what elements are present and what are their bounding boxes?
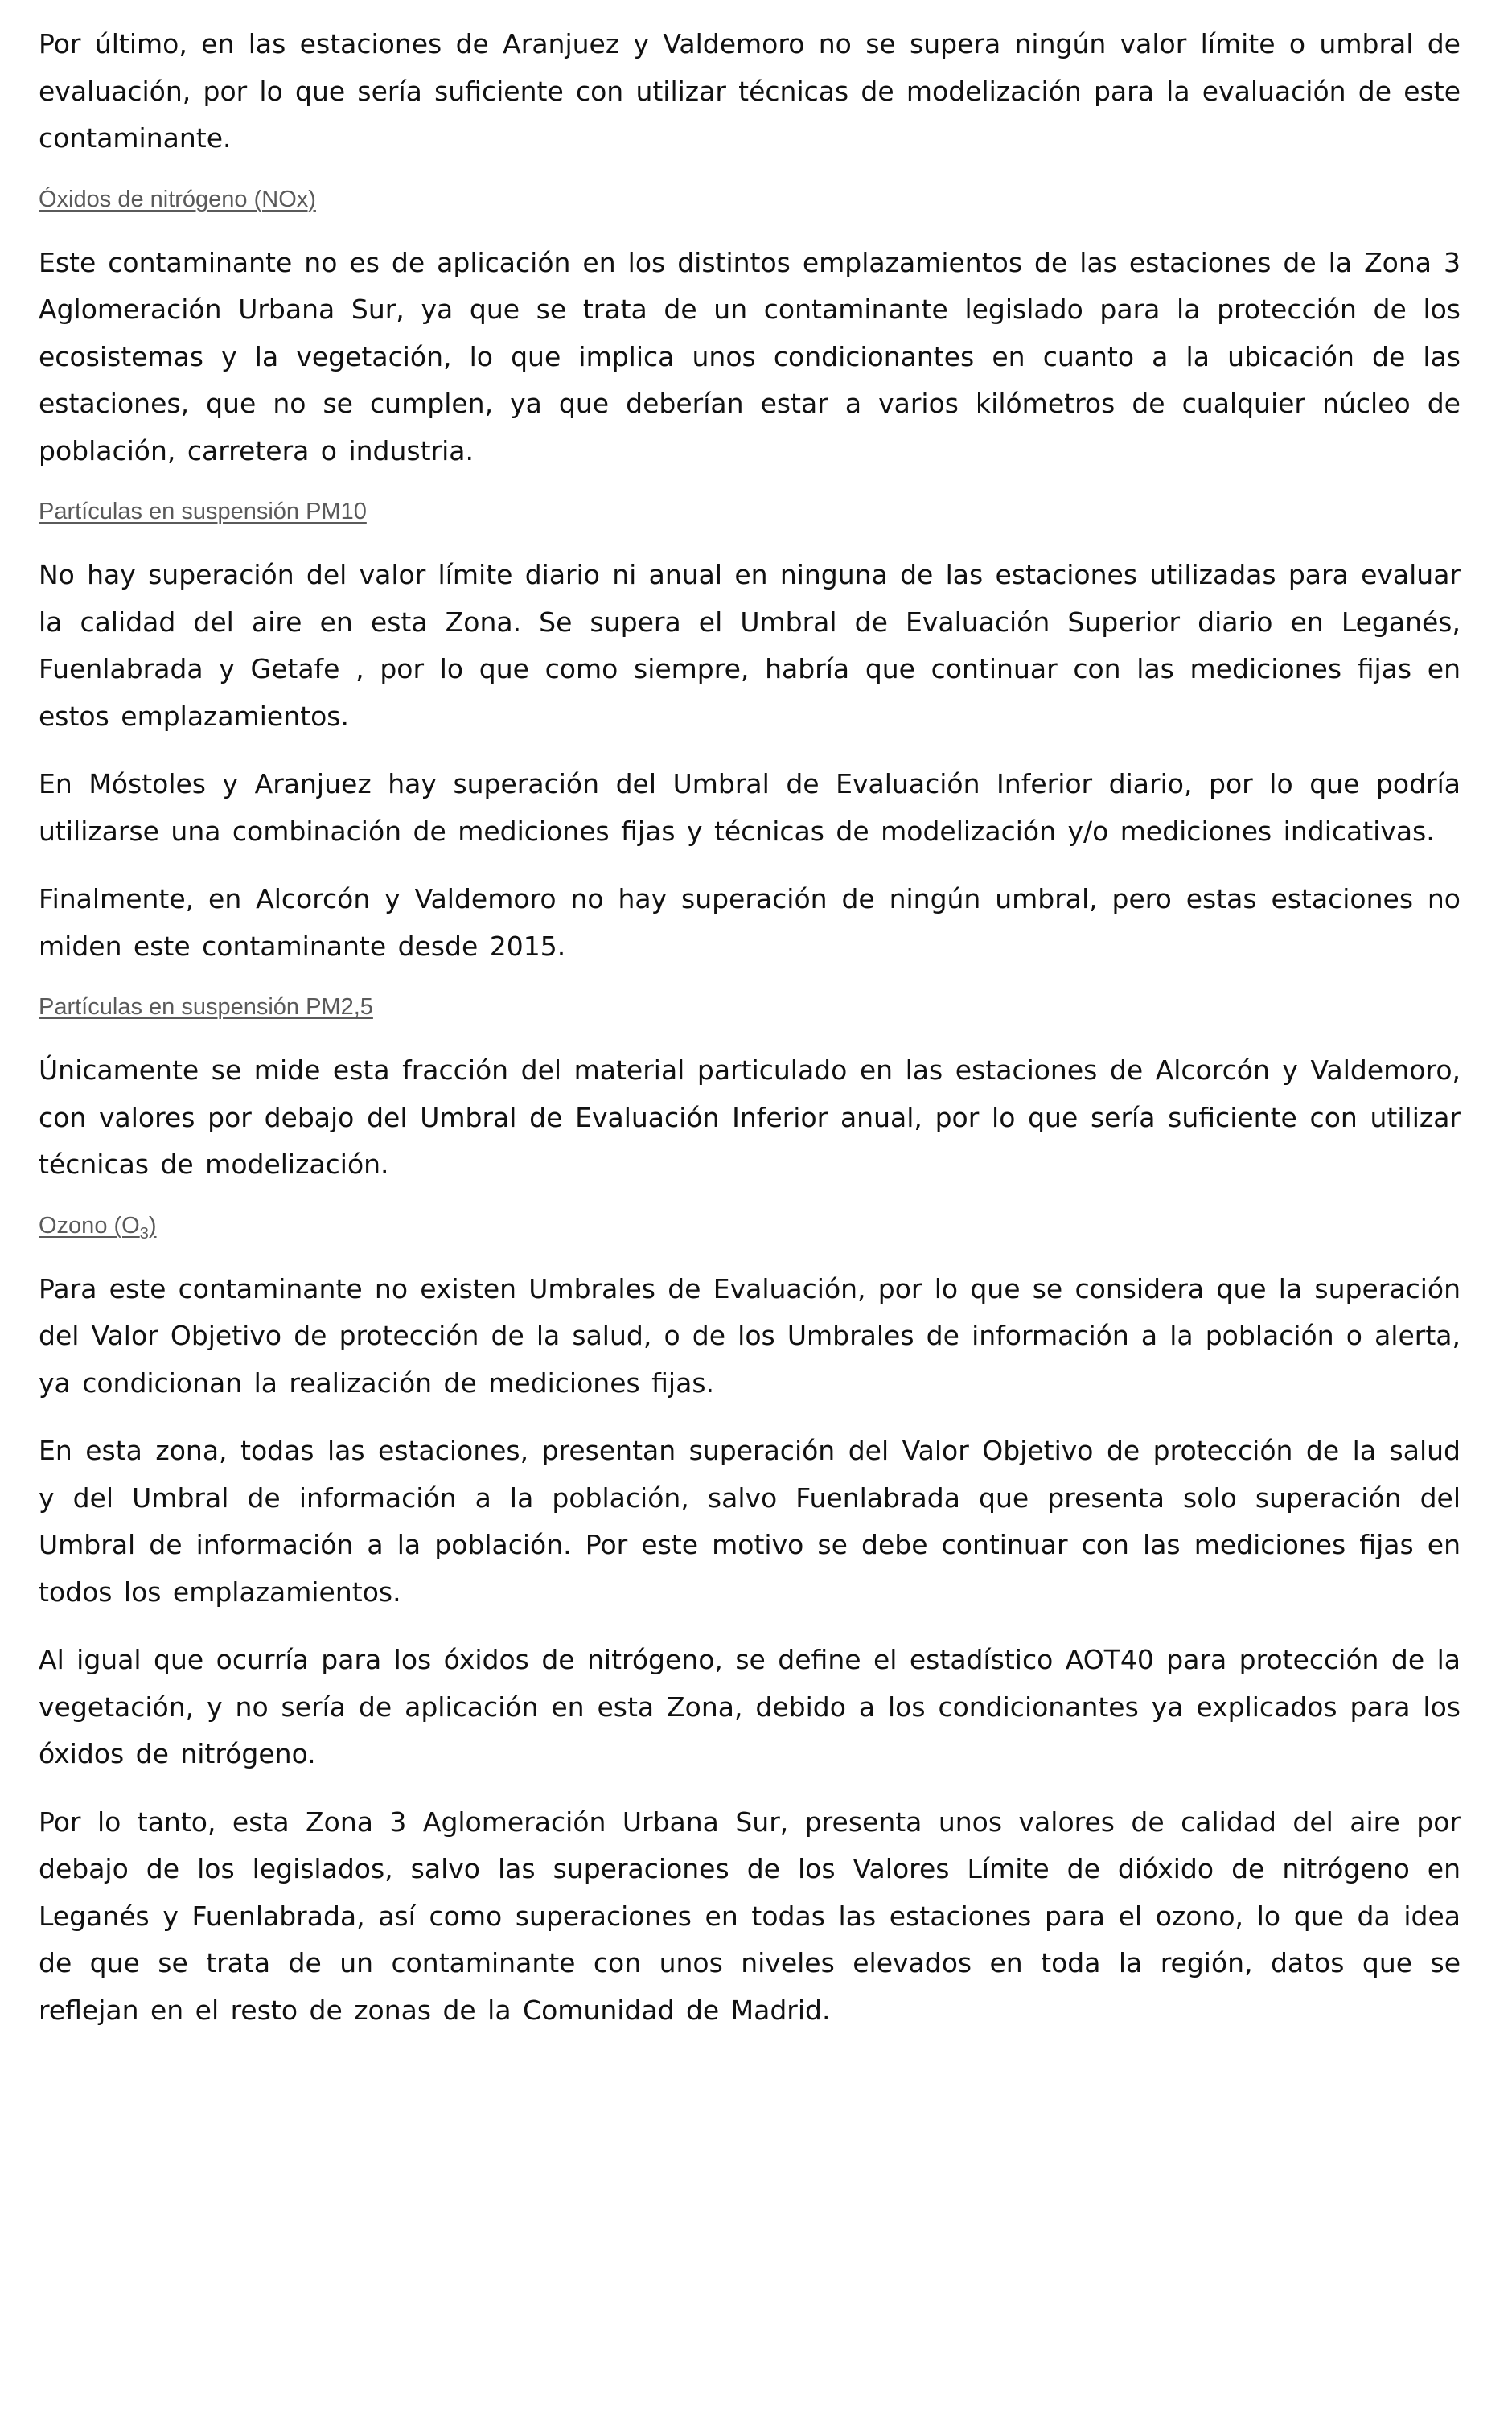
paragraph-ozone-aot40: Al igual que ocurría para los óxidos de nitrógeno, se define el estadístico AOT40 para protección de la vegetación, y no sería de aplicación en esta Zona, debido a los condicionantes ya explicados para los óxidos de nitrógeno. (39, 1644, 1461, 1769)
paragraph-pm10-superior: No hay superación del valor límite diario ni anual en ninguna de las estaciones utilizadas para evaluar la calidad del aire en esta Zona. Se supera el Umbral de Evaluación Superior diario en Leganés, Fuenlabrada y Getafe , por lo que como siempre, habría que continuar con las mediciones fijas en estos emplazamientos. (39, 559, 1461, 732)
paragraph-pm25: Únicamente se mide esta fracción del material particulado en las estaciones de Alcorcón y Valdemoro, con valores por debajo del Umbral de Evaluación Inferior anual, por lo que sería suficiente con utilizar técnicas de modelización. (39, 1054, 1461, 1180)
heading-ozone-text: Ozono (O (39, 1212, 140, 1239)
paragraph-ozone-intro: Para este contaminante no existen Umbrales de Evaluación, por lo que se considera que la superación del Valor Objetivo de protección de la salud, o de los Umbrales de información a la población o alerta, ya condicionan la realización de mediciones fijas. (39, 1272, 1461, 1399)
heading-ozone (39, 1210, 1461, 1242)
document-page (39, 21, 1461, 2055)
paragraph-nox: Este contaminante no es de aplicación en los distintos emplazamientos de las estaciones de la Zona 3 Aglomeración Urbana Sur, ya que se trata de un contaminante legislado para la protección de los ecosistemas y la vegetación, lo que implica unos condicionantes en cuanto a la ubicación de las estaciones, que no se cumplen, ya que deberían estar a varios kilómetros de cualquier núcleo de población, carretera o industria. (39, 246, 1461, 466)
heading-ozone-subscript: 3 (139, 1224, 149, 1243)
heading-nox: Óxidos de nitrógeno (NOx) (39, 186, 316, 212)
paragraph-conclusion: Por lo tanto, esta Zona 3 Aglomeración Urbana Sur, presenta unos valores de calidad del aire por debajo de los legislados, salvo las superaciones de los Valores Límite de dióxido de nitrógeno en Leganés y Fuenlabrada, así como superaciones en todas las estaciones para el ozono, lo que da idea de que se trata de un contaminante con unos niveles elevados en toda la región, datos que se reflejan en el resto de zonas de la Comunidad de Madrid. (39, 1806, 1461, 2026)
paragraph-aranjuez-valdemoro: Por último, en las estaciones de Aranjuez y Valdemoro no se supera ningún valor límite o umbral de evaluación, por lo que sería suficiente con utilizar técnicas de modelización para la evaluación de este contaminante. (39, 28, 1461, 154)
heading-pm25: Partículas en suspensión PM2,5 (39, 994, 373, 1020)
paragraph-pm10-final: Finalmente, en Alcorcón y Valdemoro no hay superación de ningún umbral, pero estas estaciones no miden este contaminante desde 2015. (39, 883, 1461, 962)
paragraph-ozone-zone: En esta zona, todas las estaciones, presentan superación del Valor Objetivo de protección de la salud y del Umbral de información a la población, salvo Fuenlabrada que presenta solo superación del Umbral de información a la población. Por este motivo se debe continuar con las mediciones fijas en todos los emplazamientos. (39, 1435, 1461, 1608)
heading-ozone-close: ) (148, 1212, 157, 1239)
paragraph-pm10-inferior: En Móstoles y Aranjuez hay superación del Umbral de Evaluación Inferior diario, por lo que podría utilizarse una combinación de mediciones fijas y técnicas de modelización y/o mediciones indicativas. (39, 768, 1461, 847)
heading-pm10: Partículas en suspensión PM10 (39, 499, 367, 524)
